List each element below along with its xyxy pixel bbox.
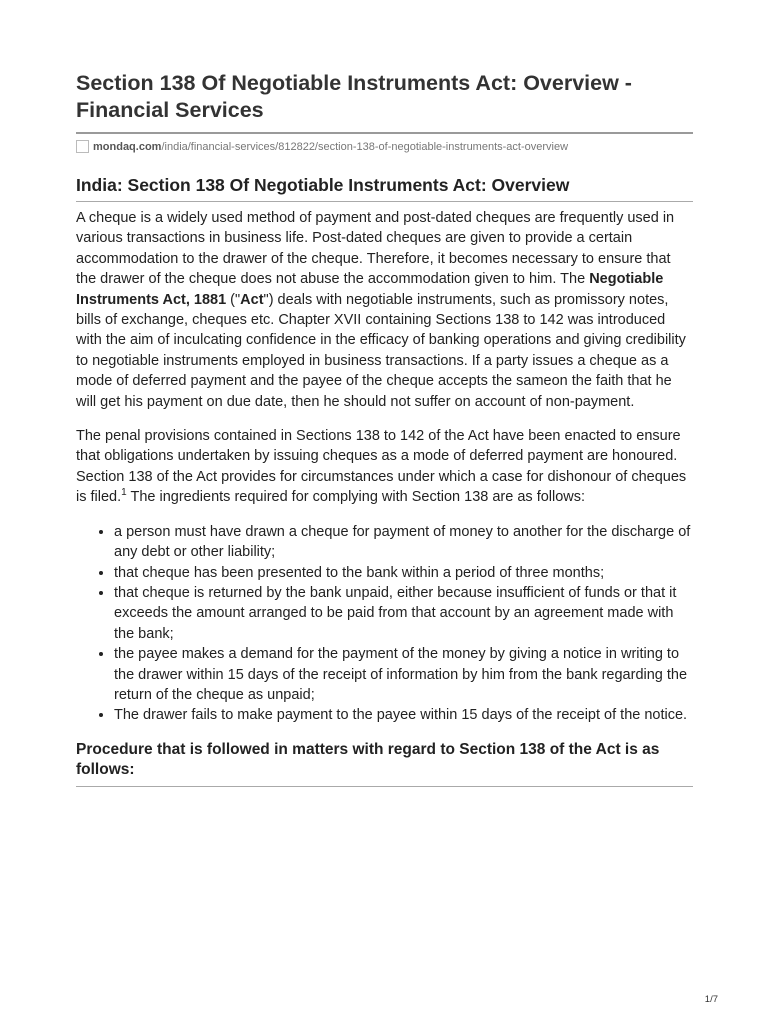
source-path: /india/financial-services/812822/section-138-of-negotiable-instruments-act-overview (161, 140, 569, 153)
favicon-icon (76, 140, 89, 153)
para1-text-start: A cheque is a widely used method of payment and post-dated cheques are frequently used in various transactions in business life. Post-dated cheques are given to provide a certain accommodation to the drawer of the cheque. Therefore, it becomes necessary to ensure that the drawer of the cheque does not abuse the accommodation given to him. The (76, 210, 675, 288)
article-heading: India: Section 138 Of Negotiable Instruments Act: Overview (76, 175, 570, 195)
paragraph-penal (76, 426, 693, 508)
source-url[interactable] (93, 141, 568, 153)
para1-quote-open: (" (226, 291, 241, 308)
para2-text-end: The ingredients required for complying with Section 138 are as follows: (126, 489, 586, 506)
title-divider (76, 132, 693, 134)
list-item: • that cheque has been presented to the bank within a period of three months; (114, 563, 693, 583)
footnote-ref[interactable]: 1 (121, 487, 127, 499)
heading-divider (76, 201, 693, 202)
list-item: • a person must have drawn a cheque for payment of money to another for the discharge of any debt or other liability; (114, 522, 693, 563)
source-line (76, 138, 693, 155)
page-number: 1/7 (704, 994, 718, 1005)
source-domain: mondaq.com (93, 140, 162, 153)
list-item: • The drawer fails to make payment to the payee within 15 days of the receipt of the notice. (114, 705, 693, 725)
procedure-heading: Procedure that is followed in matters with regard to Section 138 of the Act is as follows: (76, 740, 660, 779)
para2-text-start: The penal provisions contained in Sections 138 to 142 of the Act have been enacted to ensure that obligations undertaken by issuing cheques as a mode of deferred payment are honoured. Section 138 of the Act provides for circumstances under which a case for dishonour of cheques is filed. (76, 428, 687, 506)
document-title: Section 138 Of Negotiable Instruments Act: Overview - Financial Services (76, 71, 632, 122)
act-name-bold: Negotiable Instruments Act, 1881 (76, 271, 664, 308)
list-item: • that cheque is returned by the bank unpaid, either because insufficient of funds or that it exceeds the amount arranged to be paid from that account by an agreement made with the bank; (114, 583, 693, 644)
list-item: • the payee makes a demand for the payment of the money by giving a notice in writing to the drawer within 15 days of the receipt of information by him from the bank regarding the return of the cheque as unpaid; (114, 644, 693, 705)
document-page (76, 70, 693, 787)
procedure-divider (76, 786, 693, 787)
para1-text-end: ") deals with negotiable instruments, such as promissory notes, bills of exchange, cheques etc. Chapter XVII containing Sections 138 to 142 was introduced with the aim of inculcating confidence in the efficacy of banking operations and giving credibility to negotiable instruments employed in business transactions. If a party issues a cheque as a mode of deferred payment and the payee of the cheque accepts the sameon the faith that he will get his payment on due date, then he should not suffer on account of non-payment. (76, 291, 686, 410)
paragraph-intro (76, 208, 693, 412)
ingredients-list (76, 522, 693, 726)
act-short-bold: Act (240, 291, 264, 308)
